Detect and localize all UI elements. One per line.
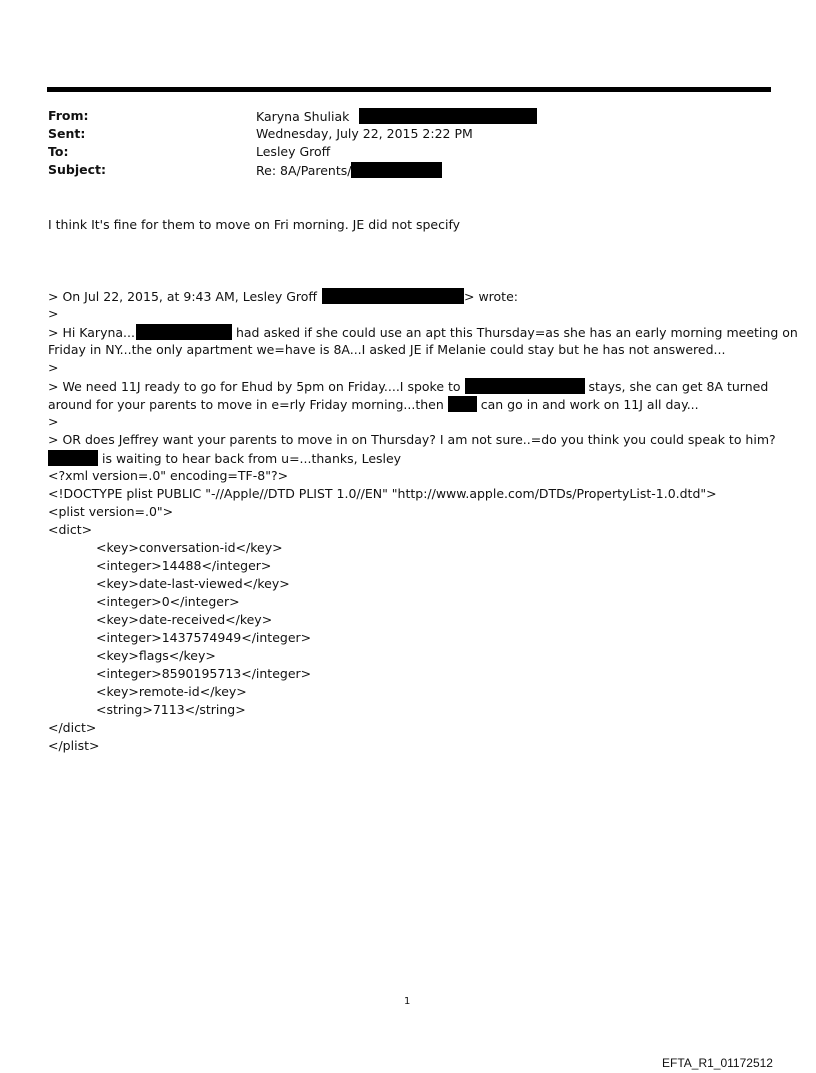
redaction-box — [465, 378, 585, 394]
quote-text: had asked if she could use an apt this Thursday=as she has an early morning meeting on — [235, 325, 798, 340]
quote-line — [48, 396, 699, 412]
redaction-box — [322, 288, 464, 304]
page-number: 1 — [404, 996, 411, 1007]
xml-line: <key>flags</key> — [96, 648, 216, 663]
sent-label: Sent: — [48, 126, 86, 141]
quote-intro — [48, 288, 518, 304]
xml-line: <key>remote-id</key> — [96, 684, 247, 699]
xml-line: <string>7113</string> — [96, 702, 246, 717]
quote-line — [48, 378, 768, 394]
reply-text: I think It's fine for them to move on Fri morning. JE did not specify — [48, 217, 461, 232]
quote-blank-line: > — [48, 360, 59, 375]
subject-text: Re: 8A/Parents/ — [256, 163, 352, 178]
from-label: From: — [48, 108, 89, 123]
xml-line: <key>conversation-id</key> — [96, 540, 283, 555]
xml-line: <dict> — [48, 522, 93, 537]
xml-line: <?xml version=.0" encoding=TF-8"?> — [48, 468, 289, 483]
xml-line: <!DOCTYPE plist PUBLIC "-//Apple//DTD PLIST 1.0//EN" "http://www.apple.com/DTDs/PropertyList-1.0.dtd"> — [48, 486, 717, 501]
quote-text: around for your parents to move in e=rly Friday morning...then — [48, 397, 444, 412]
quote-line — [48, 450, 401, 466]
xml-line: <integer>8590195713</integer> — [96, 666, 312, 681]
quote-blank-line: > — [48, 306, 59, 321]
redaction-box — [48, 450, 98, 466]
xml-line: <key>date-received</key> — [96, 612, 273, 627]
redaction-box — [448, 396, 477, 412]
quote-line: > OR does Jeffrey want your parents to move in on Thursday? I am not sure..=do you think you could speak to him? — [48, 432, 776, 447]
quote-line — [48, 324, 798, 340]
xml-line: <integer>1437574949</integer> — [96, 630, 312, 645]
xml-line: <key>date-last-viewed</key> — [96, 576, 290, 591]
xml-line: <integer>0</integer> — [96, 594, 240, 609]
quote-text: > Hi Karyna... — [48, 325, 135, 340]
quote-line: Friday in NY...the only apartment we=have is 8A...I asked JE if Melanie could stay but he has not answered... — [48, 342, 726, 357]
to-label: To: — [48, 144, 69, 159]
quote-intro-wrote: > wrote: — [464, 289, 518, 304]
subject-value — [256, 162, 442, 178]
quote-text: stays, she can get 8A turned — [588, 379, 769, 394]
quote-text: is waiting to hear back from u=...thanks, Lesley — [101, 451, 402, 466]
header-rule — [47, 87, 771, 92]
redaction-box — [351, 162, 442, 178]
xml-line: </plist> — [48, 738, 100, 753]
quote-text: > We need 11J ready to go for Ehud by 5pm on Friday....I spoke to — [48, 379, 461, 394]
xml-line: <integer>14488</integer> — [96, 558, 272, 573]
quote-text: can go in and work on 11J all day... — [480, 397, 699, 412]
redaction-box — [136, 324, 232, 340]
xml-line: </dict> — [48, 720, 97, 735]
from-value — [256, 108, 537, 124]
quote-blank-line: > — [48, 414, 59, 429]
document-id: EFTA_R1_01172512 — [662, 1056, 773, 1070]
xml-line: <plist version=.0"> — [48, 504, 174, 519]
subject-label: Subject: — [48, 162, 106, 177]
to-value: Lesley Groff — [256, 144, 331, 159]
redaction-box — [359, 108, 537, 124]
quote-intro-text: > On Jul 22, 2015, at 9:43 AM, Lesley Groff — [48, 289, 318, 304]
sent-value: Wednesday, July 22, 2015 2:22 PM — [256, 126, 473, 141]
from-name: Karyna Shuliak — [256, 109, 350, 124]
